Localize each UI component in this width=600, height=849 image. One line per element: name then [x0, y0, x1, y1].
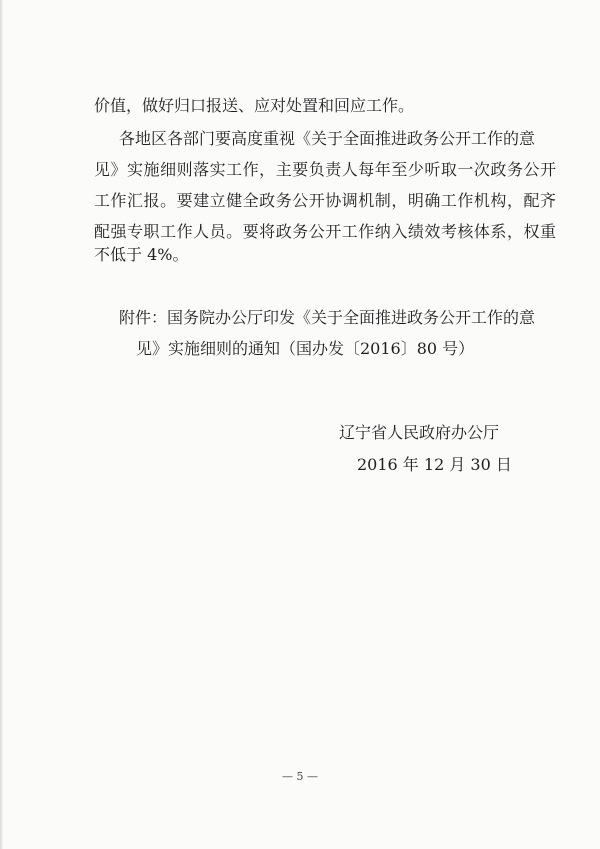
attachment-line-1: 附件：国务院办公厅印发《关于全面推进政务公开工作的意 — [119, 308, 536, 327]
signature-date: 2016 年 12 月 30 日 — [357, 455, 512, 474]
body-line-5: 配强专职工作人员。要将政务公开工作纳入绩效考核体系，权重 — [94, 222, 556, 241]
attachment-line-2: 见》实施细则的通知（国办发〔2016〕80 号） — [136, 339, 475, 358]
body-line-1: 价值，做好归口报送、应对处置和回应工作。 — [94, 96, 415, 115]
body-line-4: 工作汇报。要建立健全政务公开协调机制，明确工作机构，配齐 — [94, 191, 556, 210]
body-line-3: 见》实施细则落实工作，主要负责人每年至少听取一次政务公开 — [94, 160, 556, 179]
body-line-2: 各地区各部门要高度重视《关于全面推进政务公开工作的意 — [119, 129, 536, 148]
page-number: — 5 — — [282, 770, 318, 783]
scan-edge — [0, 0, 3, 849]
signature-organization: 辽宁省人民政府办公厅 — [339, 423, 500, 442]
body-line-6: 不低于 4%。 — [94, 245, 189, 264]
